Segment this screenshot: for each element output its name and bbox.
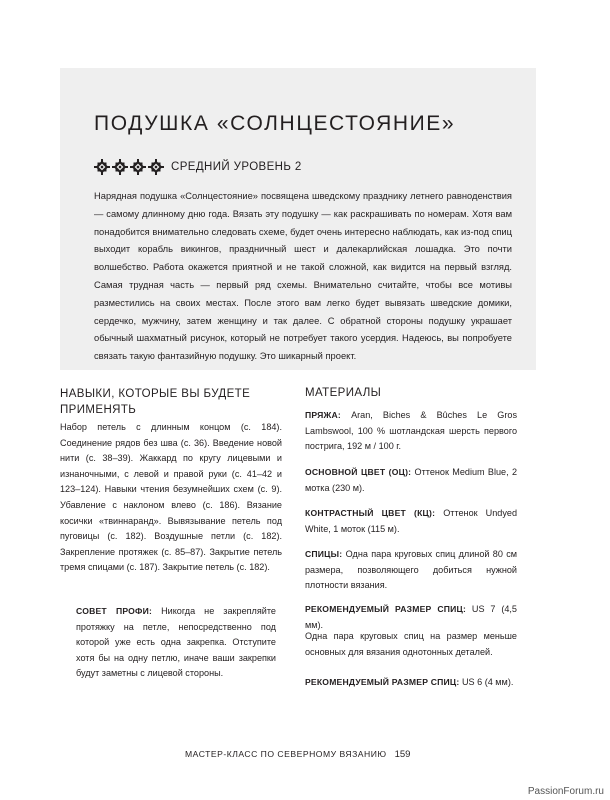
snowflake-icon xyxy=(112,159,128,175)
recommended-size-value: US 7 (4,5 мм). xyxy=(305,604,517,630)
contrast-color-label: КОНТРАСТНЫЙ ЦВЕТ (КЦ): xyxy=(305,508,436,518)
pro-tip-text: Никогда не закрепляйте протяжку на петле, непосредственно под которой уже есть одна закрепка. Отступите хотя бы на одну петлю, иначе ваши закрепки будут заметны с лицевой стороны. xyxy=(76,606,276,679)
recommended-size-label: РЕКОМЕНДУЕМЫЙ РАЗМЕР СПИЦ: xyxy=(305,604,467,614)
materials-main-color xyxy=(305,465,517,496)
needles-label: СПИЦЫ: xyxy=(305,549,343,559)
intro-paragraph: Нарядная подушка «Солнцестояние» посвящена шведскому празднику летнего равноденствия — самому длинному дню года. Вязать эту подушку — как раскрашивать по номерам. Хотя вам понадобится внимательно следовать схеме, будет очень интересно наблюдать, как из-под спиц выходит корабль викингов, праздничный шест и далекарлийская лошадка. Это почти волшебство. Работа окажется приятной и не такой сложной, как видится на первый взгляд. Самая трудная часть — первый ряд схемы. Внимательно считайте, чтобы все мотивы разместились на своих местах. После этого вам легко будет вывязать шведские домики, сердечко, мужчину, затем женщину и так далее. С обратной стороны подушку украшает обычный шахматный рисунок, который не потребует такого усердия. Надеюсь, вы попробуете связать такую фантазийную подушку. Это шикарный проект. xyxy=(94,191,512,362)
main-color-text: Оттенок Medium Blue, 2 мотка (230 м). xyxy=(305,467,517,493)
extra-needles-text: Одна пара круговых спиц на размер меньше основных для вязания однотонных деталей. xyxy=(305,631,517,657)
page-title: ПОДУШКА «СОЛНЦЕСТОЯНИЕ» xyxy=(94,112,456,135)
recommended-size-label: РЕКОМЕНДУЕМЫЙ РАЗМЕР СПИЦ: xyxy=(305,677,460,687)
skills-heading: НАВЫКИ, КОТОРЫЕ ВЫ БУДЕТЕ ПРИМЕНЯТЬ xyxy=(60,388,251,416)
main-color-label: ОСНОВНОЙ ЦВЕТ (ОЦ): xyxy=(305,467,412,477)
materials-needles xyxy=(305,547,517,594)
contrast-color-text: Оттенок Undyed White, 1 моток (115 м). xyxy=(305,508,517,534)
page-footer xyxy=(185,747,410,761)
pro-tip xyxy=(76,604,276,682)
difficulty-label: СРЕДНИЙ УРОВЕНЬ 2 xyxy=(171,161,302,173)
snowflake-icon xyxy=(130,159,146,175)
footer-book-title: МАСТЕР-КЛАСС ПО СЕВЕРНОМУ ВЯЗАНИЮ xyxy=(185,749,387,759)
materials-heading: МАТЕРИАЛЫ xyxy=(305,387,382,399)
snowflake-icon xyxy=(94,159,110,175)
materials-contrast-color xyxy=(305,506,517,537)
materials-extra-needles xyxy=(305,629,517,660)
skills-paragraph: Набор петель с длинным концом (с. 184). Соединение рядов без шва (с. 36). Введение новой нити (с. 38–39). Жаккард по кругу лицевыми и изнаночными, с левой и правой руки (с. 41–42 и 123–124). Навыки чтения безумнейших схем (с. 9). Убавление с наклоном влево (с. 186). Вязание косички «твиннаранд». Вывязывание петель под пуговицы (с. 182). Воздушные петли (с. 182). Закрепление протяжек (с. 85–87). Закрытие петель тремя спицами (с. 187). Закрытие петель (с. 182). xyxy=(60,422,282,573)
pro-tip-label: СОВЕТ ПРОФИ: xyxy=(76,606,153,616)
difficulty-level xyxy=(94,158,302,176)
yarn-text: Aran, Biches & Bûches Le Gros Lambswool, 100 % шотландская шерсть первого пострига, 192 м / 100 г. xyxy=(305,410,517,452)
yarn-label: ПРЯЖА: xyxy=(305,410,341,420)
materials-recommended-size-2 xyxy=(305,675,517,691)
needles-text: Одна пара круговых спиц длиной 80 см размера, позволяющего добиться нужной плотности вязания. xyxy=(305,549,518,591)
watermark: PassionForum.ru xyxy=(527,786,604,797)
materials-yarn xyxy=(305,408,517,455)
snowflake-icon xyxy=(148,159,164,175)
recommended-size-value: US 6 (4 мм). xyxy=(461,677,514,687)
page-number: 159 xyxy=(394,748,411,760)
difficulty-rating xyxy=(94,159,166,175)
